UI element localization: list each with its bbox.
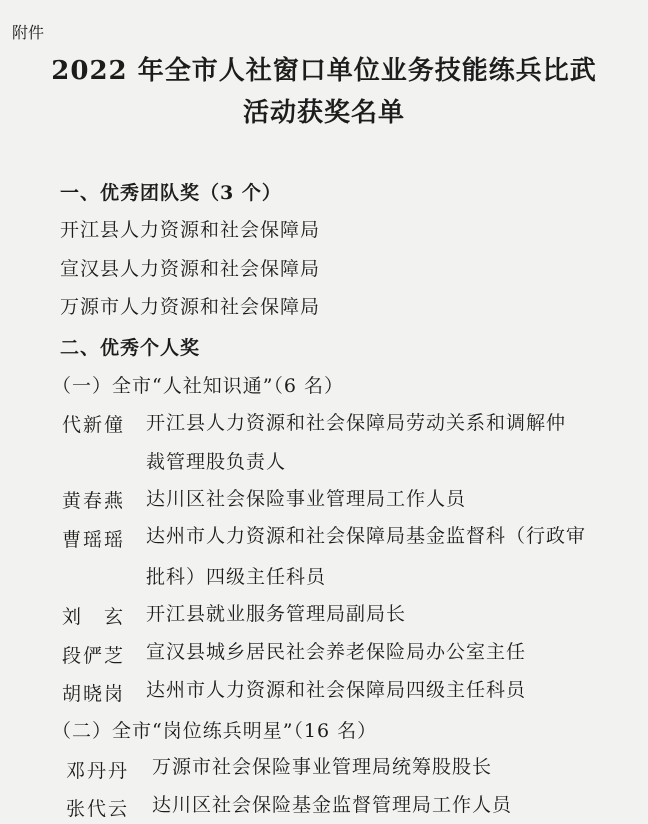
person-name: 黄春燕 xyxy=(62,490,126,512)
person-name: 段俨芝 xyxy=(62,645,126,667)
person-description: 万源市社会保险事业管理局统筹股股长 xyxy=(152,756,493,778)
team-award-item: 万源市人力资源和社会保障局 xyxy=(60,296,321,318)
person-name: 胡晓岗 xyxy=(62,683,126,705)
person-name: 邓丹丹 xyxy=(66,760,130,782)
person-description: 宣汉县城乡居民社会养老保险局办公室主任 xyxy=(146,641,527,663)
attachment-label: 附件 xyxy=(12,23,45,42)
person-description-cont: 批科）四级主任科员 xyxy=(146,566,327,588)
team-award-item: 开江县人力资源和社会保障局 xyxy=(60,219,321,241)
person-name: 代新僮 xyxy=(62,414,126,436)
team-award-item: 宣汉县人力资源和社会保障局 xyxy=(60,258,321,280)
document-title-line2: 活动获奖名单 xyxy=(242,98,405,128)
subsection1-heading: （一）全市“人社知识通”（6 名） xyxy=(52,375,345,397)
person-name: 刘 玄 xyxy=(62,606,126,628)
person-description: 开江县就业服务管理局副局长 xyxy=(146,603,407,625)
person-description: 达州市人力资源和社会保障局四级主任科员 xyxy=(146,679,527,701)
person-name: 曹瑶瑶 xyxy=(62,529,126,551)
document-title-line1: 2022 年全市人社窗口单位业务技能练兵比武 xyxy=(51,56,597,86)
person-description: 开江县人力资源和社会保障局劳动关系和调解仲 xyxy=(146,412,567,434)
subsection2-heading: （二）全市“岗位练兵明星”（16 名） xyxy=(52,720,378,742)
person-description: 达川区社会保险事业管理局工作人员 xyxy=(146,488,467,510)
section2-heading: 二、优秀个人奖 xyxy=(60,337,201,359)
person-description: 达川区社会保险基金监督管理局工作人员 xyxy=(152,794,513,816)
section1-heading: 一、优秀团队奖（3 个） xyxy=(60,182,282,204)
person-description-cont: 裁管理股负责人 xyxy=(146,451,287,473)
person-description: 达州市人力资源和社会保障局基金监督科（行政审 xyxy=(146,525,587,547)
person-name: 张代云 xyxy=(66,798,130,820)
